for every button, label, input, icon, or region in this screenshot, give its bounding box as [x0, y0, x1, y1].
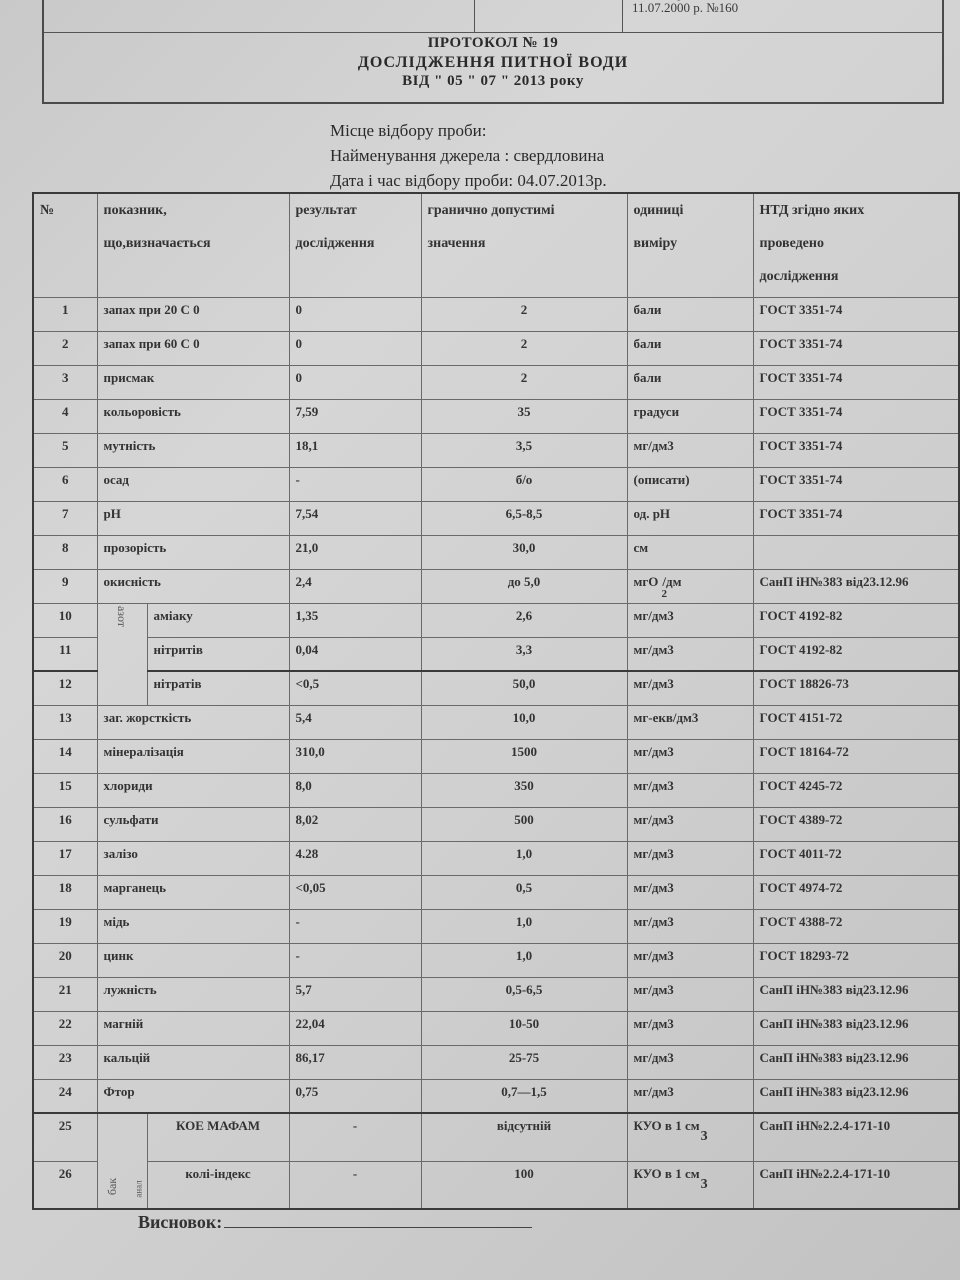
header-result: результат дослідження	[289, 193, 421, 297]
cell-limit: б/о	[421, 467, 627, 501]
protocol-date: ВІД " 05 " 07 " 2013 року	[402, 73, 584, 89]
cell-unit	[627, 569, 753, 603]
cell-result: -	[289, 943, 421, 977]
cell-limit: 0,5-6,5	[421, 977, 627, 1011]
group-nitrogen-cell	[97, 603, 147, 705]
cell-ntd: СанП іН№383 від23.12.96	[753, 1045, 959, 1079]
cell-unit	[627, 637, 753, 671]
header-upper-row	[44, 0, 942, 33]
cell-num: 21	[33, 977, 97, 1011]
table-row	[33, 773, 959, 807]
table-row	[33, 909, 959, 943]
cell-indicator: аміаку	[147, 603, 289, 637]
cell-ntd: ГОСТ 4192-82	[753, 637, 959, 671]
cell-limit: 100	[421, 1161, 627, 1209]
unit-text: КУО в 1 см	[633, 1118, 700, 1133]
cell-unit	[627, 807, 753, 841]
header-order-text: 11.07.2000 р. №160	[632, 0, 739, 15]
cell-indicator: нітратів	[147, 671, 289, 705]
protocol-number: ПРОТОКОЛ № 19	[427, 35, 559, 51]
header-ntd: НТД згідно яких проведено дослідження	[753, 193, 959, 297]
table-row	[33, 943, 959, 977]
unit-tail: /дм	[662, 573, 682, 589]
cell-num: 23	[33, 1045, 97, 1079]
table-row	[33, 807, 959, 841]
cell-result: 5,4	[289, 705, 421, 739]
cell-unit	[627, 297, 753, 331]
cell-num: 6	[33, 467, 97, 501]
unit-text: бали	[633, 369, 662, 385]
cell-indicator: КОЕ МАФАМ	[147, 1113, 289, 1161]
cell-indicator: магній	[97, 1011, 289, 1045]
cell-ntd: ГОСТ 4245-72	[753, 773, 959, 807]
cell-limit: 3,5	[421, 433, 627, 467]
cell-result: 2,4	[289, 569, 421, 603]
cell-ntd: ГОСТ 18826-73	[753, 671, 959, 705]
cell-result: 7,59	[289, 399, 421, 433]
cell-indicator: запах при 20 С 0	[97, 297, 289, 331]
sample-info	[330, 118, 607, 193]
table-row	[33, 467, 959, 501]
cell-limit: 3,3	[421, 637, 627, 671]
cell-result: 18,1	[289, 433, 421, 467]
cell-result: 7,54	[289, 501, 421, 535]
cell-result: -	[289, 1161, 421, 1209]
header-limit: гранично допустимі значення	[421, 193, 627, 297]
cell-unit	[627, 705, 753, 739]
unit-text: мг/дм3	[633, 845, 674, 861]
cell-indicator: марганець	[97, 875, 289, 909]
cell-indicator: мінералізація	[97, 739, 289, 773]
cell-num: 20	[33, 943, 97, 977]
cell-limit: 1,0	[421, 943, 627, 977]
cell-limit: 0,7—1,5	[421, 1079, 627, 1113]
table-row	[33, 739, 959, 773]
table-row	[33, 331, 959, 365]
cell-result: -	[289, 909, 421, 943]
cell-ntd: ГОСТ 4011-72	[753, 841, 959, 875]
cell-unit	[627, 1113, 753, 1161]
cell-num: 12	[33, 671, 97, 705]
cell-unit	[627, 467, 753, 501]
cell-unit	[627, 671, 753, 705]
cell-result: 1,35	[289, 603, 421, 637]
cell-unit	[627, 365, 753, 399]
cell-ntd: ГОСТ 4974-72	[753, 875, 959, 909]
table-row	[33, 365, 959, 399]
cell-limit: 1,0	[421, 909, 627, 943]
unit-text: мг/дм3	[633, 913, 674, 929]
cell-limit: 25-75	[421, 1045, 627, 1079]
cell-result: 22,04	[289, 1011, 421, 1045]
unit-text: мг/дм3	[633, 743, 674, 759]
cell-indicator: запах при 60 С 0	[97, 331, 289, 365]
cell-indicator: мутність	[97, 433, 289, 467]
cell-num: 9	[33, 569, 97, 603]
cell-ntd: ГОСТ 4151-72	[753, 705, 959, 739]
conclusion	[138, 1212, 532, 1233]
cell-ntd: ГОСТ 3351-74	[753, 467, 959, 501]
group-bac-label: бак	[104, 1177, 119, 1196]
cell-ntd: ГОСТ 4388-72	[753, 909, 959, 943]
sample-place: Місце відбору проби:	[330, 121, 487, 140]
cell-unit	[627, 433, 753, 467]
cell-indicator: рН	[97, 501, 289, 535]
unit-text: (описати)	[633, 471, 690, 487]
cell-limit: 2	[421, 331, 627, 365]
unit-text: од. рН	[633, 505, 671, 521]
cell-indicator: колі-індекс	[147, 1161, 289, 1209]
cell-result: 8,0	[289, 773, 421, 807]
table-row	[33, 1045, 959, 1079]
cell-num: 2	[33, 331, 97, 365]
cell-ntd: ГОСТ 3351-74	[753, 331, 959, 365]
cell-unit	[627, 943, 753, 977]
cell-num: 11	[33, 637, 97, 671]
unit-text: мг/дм3	[633, 607, 674, 623]
header-unit: одиниці виміру	[627, 193, 753, 297]
cell-ntd: ГОСТ 18293-72	[753, 943, 959, 977]
cell-ntd: СанП іН№383 від23.12.96	[753, 1011, 959, 1045]
cell-result: 0	[289, 365, 421, 399]
cell-limit: 0,5	[421, 875, 627, 909]
cell-limit: 6,5-8,5	[421, 501, 627, 535]
cell-num: 19	[33, 909, 97, 943]
table-row	[33, 1079, 959, 1113]
conclusion-label: Висновок:	[138, 1212, 223, 1232]
cell-num: 24	[33, 1079, 97, 1113]
cell-limit: 2,6	[421, 603, 627, 637]
unit-text: мг/дм3	[633, 1083, 674, 1099]
cell-result: <0,05	[289, 875, 421, 909]
table-row	[33, 1113, 959, 1161]
sample-datetime: Дата і час відбору проби: 04.07.2013р.	[330, 171, 607, 190]
table-row	[33, 671, 959, 705]
table-row	[33, 705, 959, 739]
cell-result: 4.28	[289, 841, 421, 875]
cell-ntd: ГОСТ 4192-82	[753, 603, 959, 637]
cell-num: 18	[33, 875, 97, 909]
unit-text: мг/дм3	[633, 437, 674, 453]
cell-ntd: СанП іН№2.2.4-171-10	[753, 1161, 959, 1209]
cell-ntd	[753, 535, 959, 569]
table-row	[33, 433, 959, 467]
protocol-title-block	[42, 34, 944, 91]
header-indicator: показник, що,визначається	[97, 193, 289, 297]
cell-indicator: окисність	[97, 569, 289, 603]
table-row	[33, 501, 959, 535]
cell-limit: до 5,0	[421, 569, 627, 603]
group-anal-label: анал	[133, 1180, 144, 1198]
cell-ntd: ГОСТ 3351-74	[753, 433, 959, 467]
cell-limit: 1500	[421, 739, 627, 773]
cell-num: 4	[33, 399, 97, 433]
cell-unit	[627, 1011, 753, 1045]
cell-result: <0,5	[289, 671, 421, 705]
unit-subscript: 2	[661, 587, 667, 600]
unit-text: мг/дм3	[633, 641, 674, 657]
table-row	[33, 977, 959, 1011]
unit-text: КУО в 1 см	[633, 1165, 700, 1181]
cell-indicator: заг. жорсткість	[97, 705, 289, 739]
cell-num: 25	[33, 1113, 97, 1161]
cell-num: 17	[33, 841, 97, 875]
cell-unit	[627, 841, 753, 875]
cell-ntd: СанП іН№383 від23.12.96	[753, 1079, 959, 1113]
cell-unit	[627, 909, 753, 943]
unit-text: бали	[633, 301, 662, 317]
cell-ntd: СанП іН№2.2.4-171-10	[753, 1113, 959, 1161]
cell-indicator: нітритів	[147, 637, 289, 671]
cell-limit: 2	[421, 365, 627, 399]
cell-ntd: СанП іН№383 від23.12.96	[753, 977, 959, 1011]
unit-text: мг/дм3	[633, 1015, 674, 1031]
table-row	[33, 399, 959, 433]
cell-indicator: мідь	[97, 909, 289, 943]
cell-unit	[627, 603, 753, 637]
unit-text: мг/дм3	[633, 676, 674, 691]
protocol-subtitle: ДОСЛІДЖЕННЯ ПИТНОЇ ВОДИ	[357, 54, 629, 71]
cell-indicator: присмак	[97, 365, 289, 399]
group-bac-cell	[97, 1113, 147, 1209]
unit-text: мг/дм3	[633, 811, 674, 827]
unit-text: мгО	[633, 573, 659, 589]
cell-result: 0	[289, 297, 421, 331]
cell-unit	[627, 399, 753, 433]
cell-indicator: кальцій	[97, 1045, 289, 1079]
cell-limit: 35	[421, 399, 627, 433]
cell-indicator: цинк	[97, 943, 289, 977]
table-row	[33, 875, 959, 909]
cell-unit	[627, 501, 753, 535]
cell-ntd: ГОСТ 18164-72	[753, 739, 959, 773]
unit-text: см	[633, 539, 649, 555]
table-row	[33, 637, 959, 671]
table-row	[33, 535, 959, 569]
cell-unit	[627, 773, 753, 807]
unit-text: мг/дм3	[633, 777, 674, 793]
conclusion-blank-line[interactable]	[224, 1213, 532, 1228]
unit-subscript: 3	[700, 1129, 708, 1144]
cell-indicator: залізо	[97, 841, 289, 875]
group-nitrogen-label: азот	[115, 605, 130, 627]
unit-subscript: 3	[700, 1176, 708, 1192]
table-row	[33, 841, 959, 875]
cell-ntd: ГОСТ 3351-74	[753, 501, 959, 535]
cell-num: 16	[33, 807, 97, 841]
cell-result: 8,02	[289, 807, 421, 841]
cell-ntd: ГОСТ 3351-74	[753, 399, 959, 433]
cell-num: 14	[33, 739, 97, 773]
table-row	[33, 569, 959, 603]
cell-unit	[627, 1161, 753, 1209]
header-divider	[474, 0, 475, 32]
results-table	[32, 192, 960, 1210]
cell-num: 5	[33, 433, 97, 467]
cell-result: 0,04	[289, 637, 421, 671]
cell-ntd: ГОСТ 4389-72	[753, 807, 959, 841]
cell-result: 86,17	[289, 1045, 421, 1079]
cell-indicator: осад	[97, 467, 289, 501]
cell-limit: 2	[421, 297, 627, 331]
table-row	[33, 603, 959, 637]
cell-limit: 10,0	[421, 705, 627, 739]
cell-indicator: хлориди	[97, 773, 289, 807]
cell-num: 8	[33, 535, 97, 569]
cell-indicator: сульфати	[97, 807, 289, 841]
sample-source: Найменування джерела : свердловина	[330, 146, 605, 165]
cell-result: 310,0	[289, 739, 421, 773]
cell-num: 7	[33, 501, 97, 535]
cell-result: 5,7	[289, 977, 421, 1011]
cell-num: 26	[33, 1161, 97, 1209]
unit-text: бали	[633, 335, 662, 351]
cell-limit: 1,0	[421, 841, 627, 875]
cell-num: 13	[33, 705, 97, 739]
cell-ntd: ГОСТ 3351-74	[753, 365, 959, 399]
cell-indicator: лужність	[97, 977, 289, 1011]
cell-limit: 30,0	[421, 535, 627, 569]
table-row	[33, 297, 959, 331]
cell-unit	[627, 1045, 753, 1079]
table-row	[33, 1011, 959, 1045]
cell-limit: відсутній	[421, 1113, 627, 1161]
cell-result: 21,0	[289, 535, 421, 569]
unit-text: мг/дм3	[633, 879, 674, 895]
header-num: №	[33, 193, 97, 297]
cell-unit	[627, 875, 753, 909]
cell-num: 1	[33, 297, 97, 331]
cell-result: -	[289, 1113, 421, 1161]
unit-text: мг/дм3	[633, 947, 674, 963]
table-row	[33, 1161, 959, 1209]
table-header-row	[33, 193, 959, 297]
cell-limit: 10-50	[421, 1011, 627, 1045]
cell-unit	[627, 1079, 753, 1113]
cell-indicator: прозорість	[97, 535, 289, 569]
unit-text: градуси	[633, 403, 680, 419]
cell-num: 15	[33, 773, 97, 807]
unit-text: мг-екв/дм3	[633, 709, 699, 725]
cell-limit: 350	[421, 773, 627, 807]
header-divider	[622, 0, 623, 32]
cell-ntd: ГОСТ 3351-74	[753, 297, 959, 331]
cell-unit	[627, 977, 753, 1011]
cell-num: 22	[33, 1011, 97, 1045]
cell-limit: 500	[421, 807, 627, 841]
unit-text: мг/дм3	[633, 1049, 674, 1065]
cell-unit	[627, 739, 753, 773]
cell-num: 10	[33, 603, 97, 637]
cell-indicator: кольоровість	[97, 399, 289, 433]
cell-result: 0,75	[289, 1079, 421, 1113]
unit-text: мг/дм3	[633, 981, 674, 997]
cell-unit	[627, 331, 753, 365]
cell-unit	[627, 535, 753, 569]
cell-result: -	[289, 467, 421, 501]
cell-num: 3	[33, 365, 97, 399]
cell-result: 0	[289, 331, 421, 365]
cell-ntd: СанП іН№383 від23.12.96	[753, 569, 959, 603]
cell-limit: 50,0	[421, 671, 627, 705]
cell-indicator: Фтор	[97, 1079, 289, 1113]
